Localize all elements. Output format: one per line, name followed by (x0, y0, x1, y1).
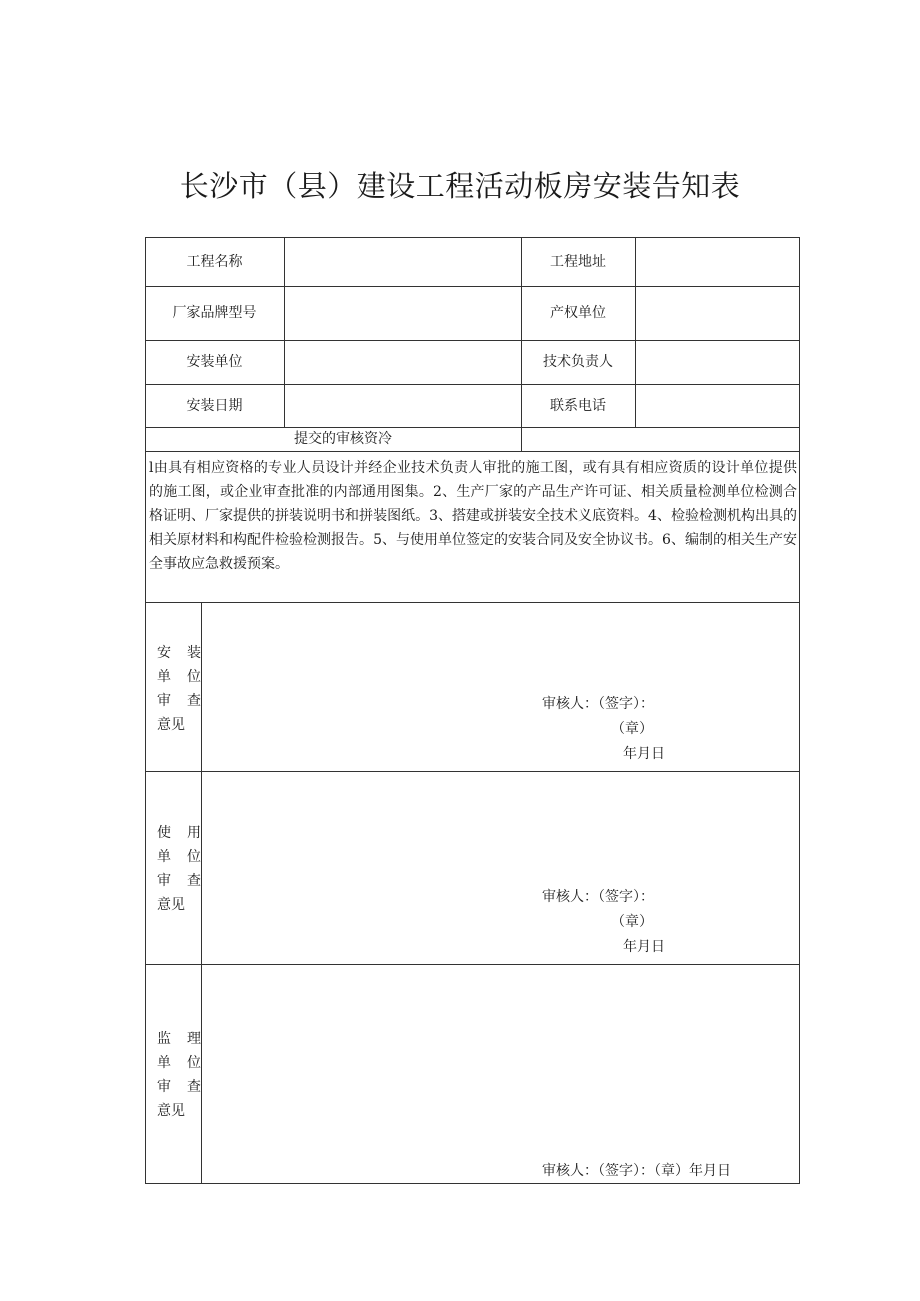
user-reviewer-signature: 审核人：（签字）： (542, 889, 654, 905)
install-date: 年月日 (623, 746, 665, 762)
user-unit-review-label: 使 用 单 位 审 查 意见 (157, 825, 201, 913)
form-title: 长沙市（县）建设工程活动板房安装告知表 (179, 169, 741, 203)
project-address-input[interactable] (636, 238, 799, 286)
install-unit-input[interactable] (285, 341, 521, 384)
project-name-input[interactable] (285, 238, 521, 286)
label-install-unit: 安装单位 (186, 354, 243, 370)
label-project-address: 工程地址 (550, 253, 606, 270)
label-install-date: 安装日期 (186, 397, 243, 414)
table-border-bottom (145, 1183, 800, 1184)
supervisor-review-label: 监 理 单 位 审 查 意见 (157, 1031, 201, 1119)
label-tech-lead: 技术负责人 (543, 354, 613, 370)
label-manufacturer-model: 厂家品牌型号 (172, 305, 257, 321)
user-date: 年月日 (623, 939, 665, 955)
label-project-name: 工程名称 (186, 253, 243, 270)
manufacturer-model-input[interactable] (285, 287, 521, 340)
supervisor-reviewer-signature: 审核人：（签字）：（章）年月日 (542, 1163, 731, 1179)
materials-list-text: l由具有相应资格的专业人员设计并经企业技术负责人审批的施工图，或有具有相应资质的设计单位提供的施工图，或企业审查批准的内部通用图集。2、生产厂家的产品生产许可证、相关质量检测单位检测合格证明、厂家提供的拼装说明书和拼装图纸。3、搭建或拼装安全技术义底资料。4、检验检测机构出具的相关原材料和构配件检验检测报告。5、与使用单位签定的安装合同及安全协议书。6、编制的相关生产安全事故应急救援预案。 (149, 460, 797, 572)
notification-form-table (145, 237, 800, 1184)
install-unit-opinion-input[interactable] (202, 603, 799, 693)
label-property-unit: 产权单位 (550, 305, 606, 321)
row-divider (145, 451, 800, 452)
install-date-input[interactable] (285, 385, 521, 427)
user-seal: （章） (611, 914, 653, 930)
user-unit-opinion-input[interactable] (202, 772, 799, 882)
property-unit-input[interactable] (636, 287, 799, 340)
submitted-materials-header: 提交的审核资冷 (294, 431, 392, 447)
supervisor-opinion-input[interactable] (202, 965, 799, 1155)
tech-lead-input[interactable] (636, 341, 799, 384)
table-border-right (799, 237, 800, 1184)
contact-phone-input[interactable] (636, 385, 799, 427)
install-unit-review-label: 安 装 单 位 审 查 意见 (157, 645, 201, 733)
label-contact-phone: 联系电话 (550, 397, 606, 414)
install-seal: （章） (611, 721, 653, 737)
submitted-materials-input[interactable] (522, 428, 799, 451)
install-reviewer-signature: 审核人：（签字）： (542, 696, 654, 712)
